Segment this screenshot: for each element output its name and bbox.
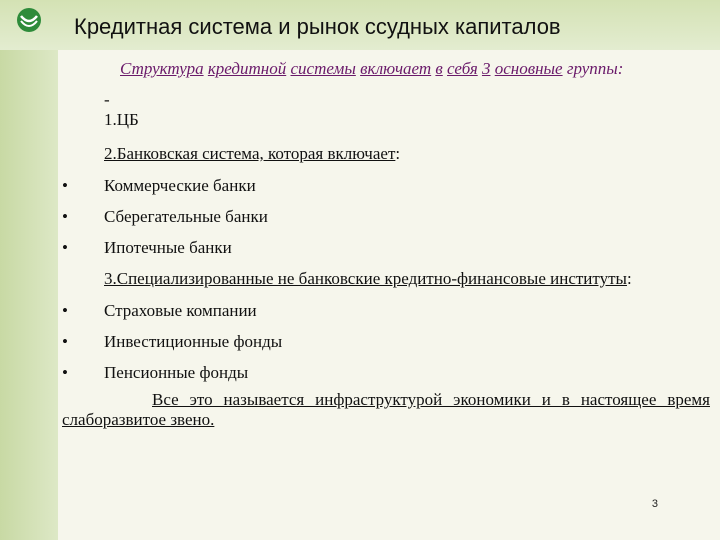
item-2-colon: : — [395, 144, 401, 163]
list-item-text: Сберегательные банки — [104, 207, 268, 226]
bullet-icon: • — [62, 207, 68, 226]
subtitle-word: основные — [494, 59, 563, 78]
item-2 — [104, 144, 710, 164]
bullet-icon: • — [62, 238, 68, 257]
dash-marker: - — [104, 90, 110, 109]
sberbank-logo-icon — [6, 6, 52, 44]
list-item-text: Страховые компании — [104, 301, 257, 320]
page-title: Кредитная система и рынок ссудных капиталов — [74, 14, 561, 39]
list-item — [62, 232, 710, 263]
subtitle-word: включает — [360, 59, 432, 78]
item-1: 1.ЦБ — [104, 110, 139, 129]
list-item — [62, 170, 710, 201]
bullet-icon: • — [62, 176, 68, 195]
list-item — [62, 295, 710, 326]
subtitle — [62, 58, 710, 80]
list-item — [62, 201, 710, 232]
subtitle-word: в — [435, 59, 443, 78]
item-3 — [62, 269, 710, 289]
list-item-text: Пенсионные фонды — [104, 363, 249, 382]
list-item — [62, 326, 710, 357]
closing-paragraph: Все это называется инфраструктурой экономики и в настоящее время слаборазвитое звено. — [62, 390, 710, 429]
bullet-icon: • — [62, 301, 68, 320]
subtitle-word: группы: — [566, 59, 624, 78]
list-item-text: Инвестиционные фонды — [104, 332, 283, 351]
item-3-text: 3.Специализированные не банковские кредитно-финансовые институты — [104, 269, 627, 288]
bullet-icon: • — [62, 363, 68, 382]
subtitle-word: себя — [447, 59, 478, 78]
slide-content — [62, 58, 710, 430]
bullet-icon: • — [62, 332, 68, 351]
left-decoration-bar — [0, 0, 58, 540]
subtitle-word: 3 — [481, 59, 491, 78]
subtitle-word: кредитной — [207, 59, 287, 78]
subtitle-word: системы — [290, 59, 356, 78]
item-2-text: 2.Банковская система, которая включает — [104, 144, 396, 163]
list-item-text: Ипотечные банки — [104, 238, 232, 257]
list-item-text: Коммерческие банки — [104, 176, 256, 195]
item-3-colon: : — [626, 269, 632, 288]
page-number: 3 — [651, 498, 658, 510]
subtitle-word: Структура — [120, 59, 204, 78]
list-item — [62, 357, 710, 388]
